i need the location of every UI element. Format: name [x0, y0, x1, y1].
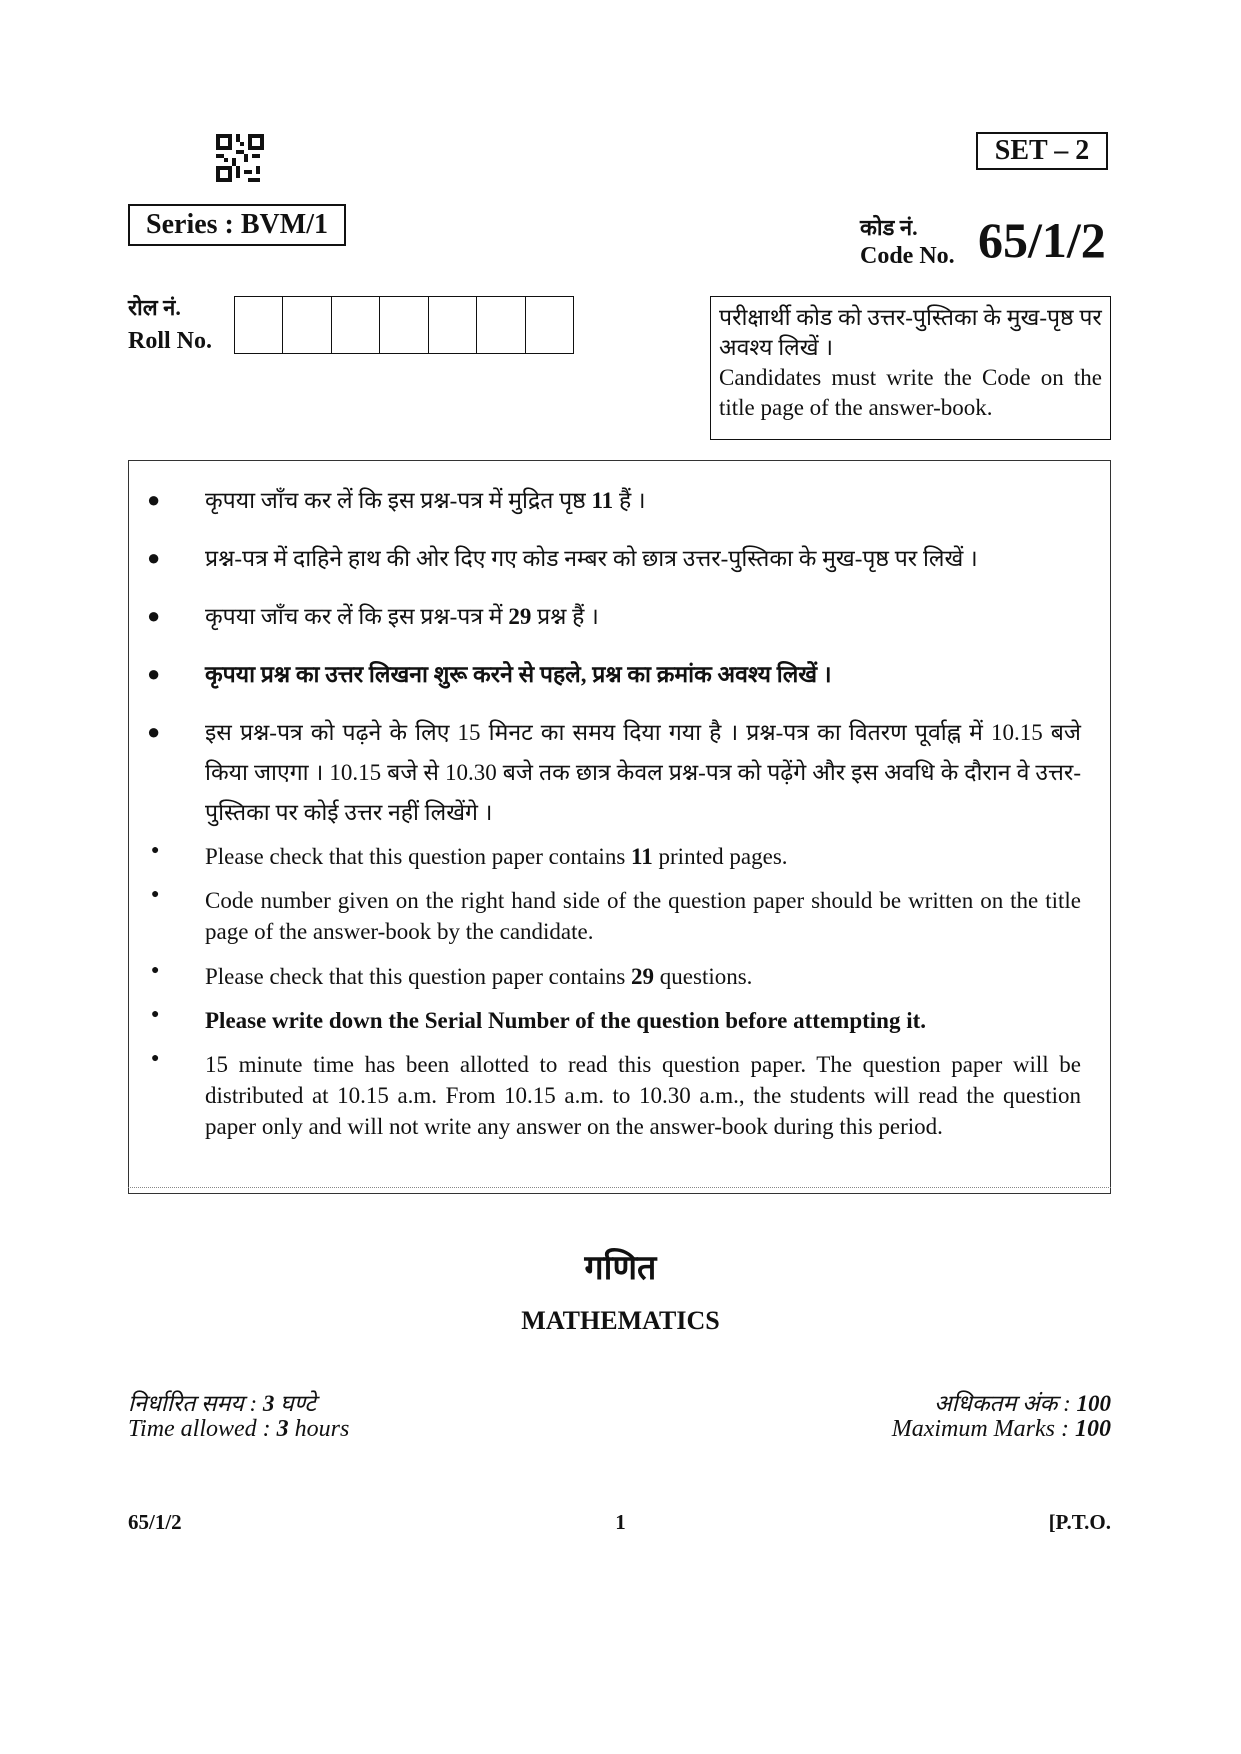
roll-label-hindi: रोल नं.: [128, 295, 181, 320]
subject-title-english: MATHEMATICS: [521, 1306, 720, 1335]
roll-digit-box[interactable]: [380, 297, 428, 353]
code-label-hindi: कोड नं.: [860, 215, 918, 240]
instruction-text: Please write down the Serial Number of the question before attempting it.: [205, 1008, 927, 1033]
roll-digit-box[interactable]: [332, 297, 380, 353]
subject-title-hindi: गणित: [584, 1250, 657, 1287]
bullet-icon: ●: [151, 963, 160, 978]
roll-label-english: Roll No.: [128, 328, 212, 354]
instruction-text: Please check that this question paper contains 11 printed pages.: [205, 844, 788, 869]
code-value: 65/1/2: [978, 212, 1106, 268]
qr-code-icon: [216, 134, 264, 182]
bullet-icon: ●: [147, 603, 161, 628]
instruction-text: कृपया जाँच कर लें कि इस प्रश्न-पत्र में मुद्रित पृष्ठ 11 हैं ।: [205, 488, 646, 513]
series-label: Series : BVM/1: [128, 204, 346, 246]
box-divider: [128, 1187, 1111, 1188]
roll-digit-box[interactable]: [429, 297, 477, 353]
candidate-note-box: [710, 296, 1111, 440]
page-number: 1: [615, 1510, 626, 1534]
bullet-icon: ●: [151, 843, 160, 858]
time-allowed-english: Time allowed : 3 hours: [128, 1416, 350, 1442]
code-label-english: Code No.: [860, 243, 955, 269]
instruction-text: Please check that this question paper contains 29 questions.: [205, 964, 753, 989]
bullet-icon: ●: [151, 1051, 160, 1066]
bullet-icon: ●: [147, 661, 161, 686]
candidate-note-english: Candidates must write the Code on the title page of the answer-book.: [719, 365, 1102, 420]
instruction-text: कृपया जाँच कर लें कि इस प्रश्न-पत्र में 29 प्रश्न हैं ।: [205, 604, 599, 629]
roll-digit-box[interactable]: [283, 297, 331, 353]
footer-code: 65/1/2: [128, 1510, 182, 1534]
instructions-box: [128, 460, 1111, 1194]
instruction-text: Code number given on the right hand side of the question paper should be written on the title page of the answer-book by the candidate.: [205, 888, 1081, 944]
bullet-icon: ●: [147, 719, 161, 744]
roll-digit-box[interactable]: [477, 297, 525, 353]
instruction-text: प्रश्न-पत्र में दाहिने हाथ की ओर दिए गए कोड नम्बर को छात्र उत्तर-पुस्तिका के मुख-पृष्ठ पर लिखें ।: [205, 546, 978, 571]
maximum-marks-hindi: अधिकतम अंक : 100: [934, 1391, 1111, 1416]
time-allowed-hindi: निर्धारित समय : 3 घण्टे: [128, 1391, 316, 1416]
bullet-icon: ●: [147, 487, 161, 512]
maximum-marks-english: Maximum Marks : 100: [891, 1416, 1111, 1442]
set-label: SET – 2: [976, 132, 1108, 170]
bullet-icon: ●: [151, 1007, 160, 1022]
roll-digit-box[interactable]: [235, 297, 283, 353]
roll-digit-box[interactable]: [526, 297, 573, 353]
roll-number-boxes[interactable]: [234, 296, 574, 354]
instruction-text: इस प्रश्न-पत्र को पढ़ने के लिए 15 मिनट का समय दिया गया है । प्रश्न-पत्र का वितरण पूर्वाह्न में 10.15 बजे किया जाएगा । 10.15 बजे से 10.30 बजे तक छात्र केवल प्रश्न-पत्र को पढ़ेंगे और इस अवधि के दौरान वे उत्तर-पुस्तिका पर कोई उत्तर नहीं लिखेंगे ।: [205, 720, 1081, 825]
pto-label: [P.T.O.: [1048, 1510, 1111, 1534]
bullet-icon: ●: [151, 887, 160, 902]
instruction-text: कृपया प्रश्न का उत्तर लिखना शुरू करने से पहले, प्रश्न का क्रमांक अवश्य लिखें ।: [205, 662, 832, 687]
bullet-icon: ●: [147, 545, 161, 570]
instruction-text: 15 minute time has been allotted to read this question paper. The question paper will be distributed at 10.15 a.m. From 10.15 a.m. to 10.30 a.m., the students will read the question paper only and will not write any answer on the answer-book during this period.: [205, 1052, 1081, 1139]
candidate-note-hindi: परीक्षार्थी कोड को उत्तर-पुस्तिका के मुख-पृष्ठ पर अवश्य लिखें ।: [719, 305, 1102, 360]
